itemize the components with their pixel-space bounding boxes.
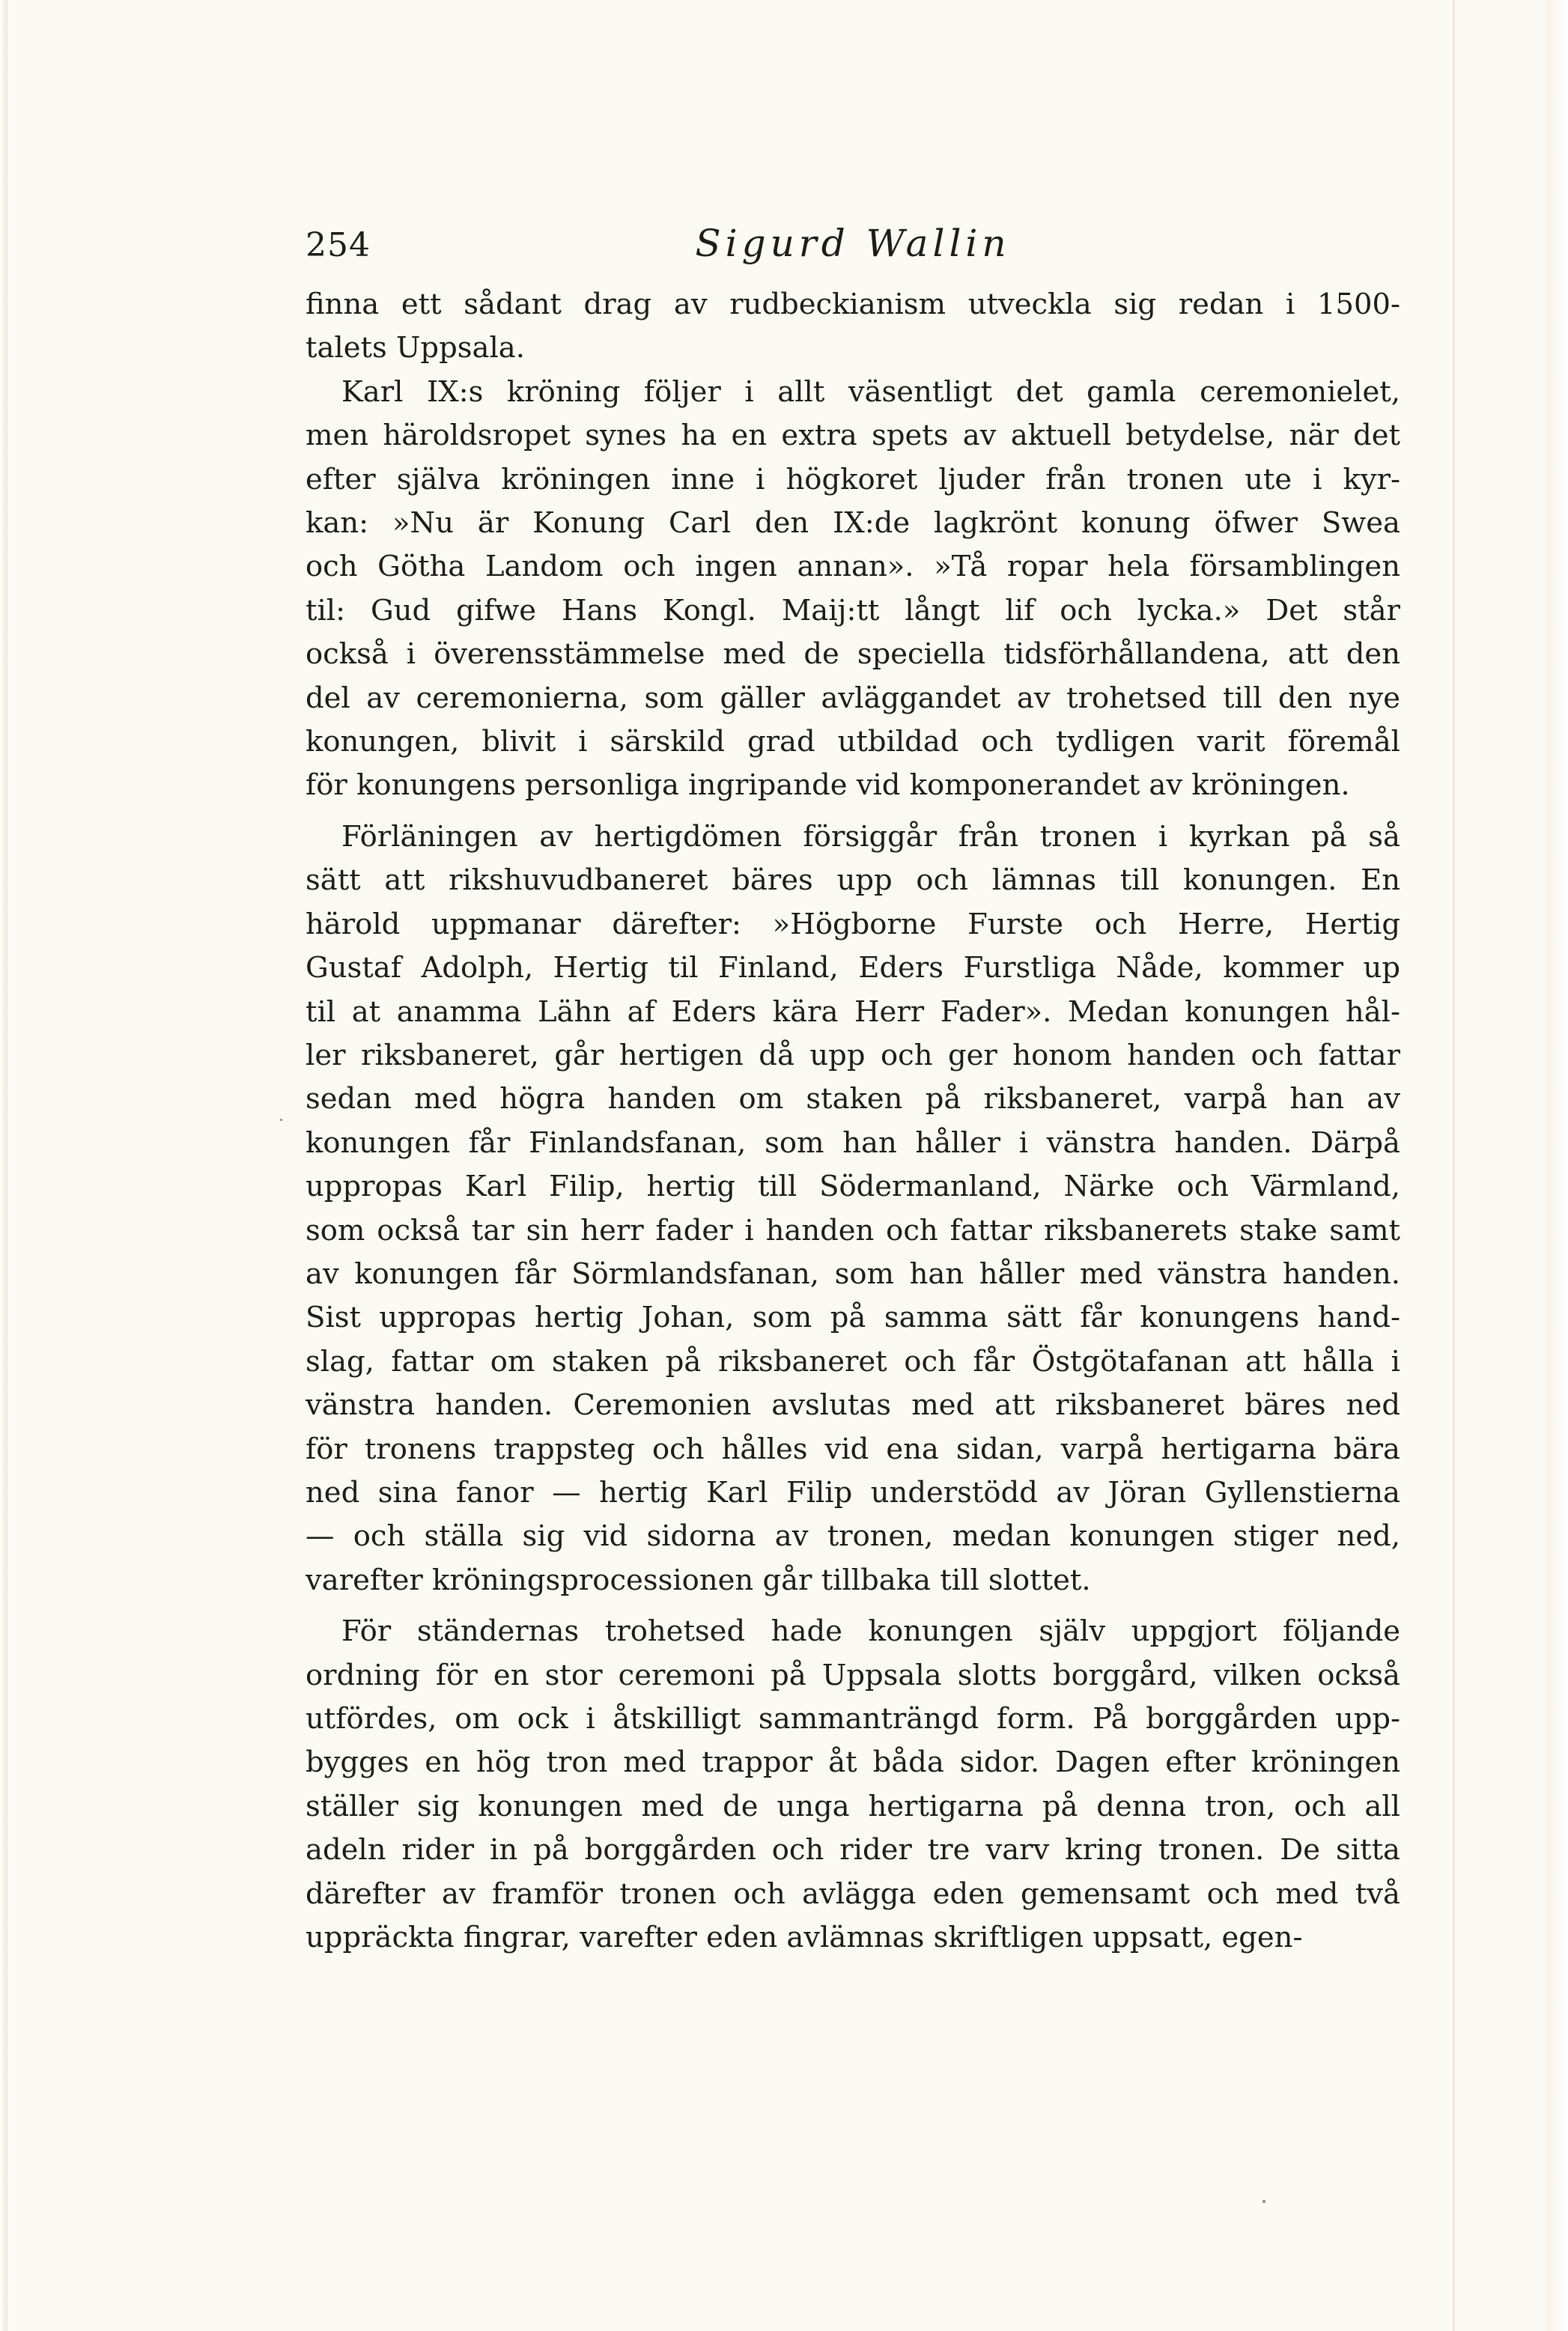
paragraph-gap xyxy=(306,1602,1400,1610)
text-line: som också tar sin herr fader i handen och fattar riksbanerets stake samt xyxy=(306,1213,1400,1247)
text-line: kan: »Nu är Konung Carl den IX:de lagkrönt konung öfwer Swea xyxy=(306,506,1400,541)
paper-speck xyxy=(280,1119,282,1121)
paragraph xyxy=(306,283,1400,371)
text-line: sätt att rikshuvudbaneret bäres upp och lämnas till konungen. En xyxy=(306,863,1400,898)
paragraph xyxy=(306,815,1400,1602)
text-line: ned sina fanor — hertig Karl Filip understödd av Jöran Gyllenstierna xyxy=(306,1475,1400,1510)
text-line: vänstra handen. Ceremonien avslutas med att riksbaneret bäres ned xyxy=(306,1388,1400,1423)
text-line: härold uppmanar därefter: »Högborne Furste och Herre, Hertig xyxy=(306,907,1400,941)
text-line: Gustaf Adolph, Hertig til Finland, Eders Furstliga Nåde, kommer up xyxy=(306,951,1400,985)
page-number: 254 xyxy=(306,226,371,264)
page-right-edge xyxy=(1546,0,1568,2331)
text-line: ler riksbaneret, går hertigen då upp och ger honom handen och fattar xyxy=(306,1038,1400,1072)
text-line: ordning för en stor ceremoni på Uppsala slotts borggård, vilken också xyxy=(306,1658,1400,1692)
page-left-edge xyxy=(0,0,7,2331)
text-line: men häroldsropet synes ha en extra spets av aktuell betydelse, när det xyxy=(306,419,1400,453)
text-line: slag, fattar om staken på riksbaneret och får Östgötafanan att hålla i xyxy=(306,1344,1400,1379)
text-line: uppräckta fingrar, varefter eden avlämnas skriftligen uppsatt, egen- xyxy=(306,1921,1303,1955)
text-line: bygges en hög tron med trappor åt båda sidor. Dagen efter kröningen xyxy=(306,1745,1400,1780)
text-line: och Götha Landom och ingen annan». »Tå ropar hela församblingen xyxy=(306,550,1400,584)
text-line: til at anamma Lähn af Eders kära Herr Fader». Medan konungen hål- xyxy=(306,994,1400,1029)
text-line: utfördes, om ock i åtskilligt sammanträngd form. På borggården upp- xyxy=(306,1702,1400,1736)
text-line: för tronens trappsteg och hålles vid ena sidan, varpå hertigarna bära xyxy=(306,1432,1400,1466)
text-line: konungen får Finlandsfanan, som han håller i vänstra handen. Därpå xyxy=(306,1125,1400,1160)
text-line: sedan med högra handen om staken på riksbaneret, varpå han av xyxy=(306,1082,1400,1116)
paragraph xyxy=(306,371,1400,808)
paragraph xyxy=(306,1610,1400,1960)
text-line: konungen, blivit i särskild grad utbildad och tydligen varit föremål xyxy=(306,725,1400,759)
text-line: uppropas Karl Filip, hertig till Södermanland, Närke och Värmland, xyxy=(306,1170,1400,1204)
page-header xyxy=(306,219,1400,279)
page-fold-shadow xyxy=(1453,0,1455,2331)
text-line: til: Gud gifwe Hans Kongl. Maij:tt långt lif och lycka.» Det står xyxy=(306,593,1400,627)
text-line: del av ceremonierna, som gäller avläggandet av trohetsed till den nye xyxy=(306,681,1400,715)
text-line: — och ställa sig vid sidorna av tronen, medan konungen stiger ned, xyxy=(306,1519,1400,1554)
text-line: adeln rider in på borggården och rider tre varv kring tronen. De sitta xyxy=(306,1833,1400,1867)
text-line: ställer sig konungen med de unga hertigarna på denna tron, och all xyxy=(306,1789,1400,1823)
text-line: finna ett sådant drag av rudbeckianism utveckla sig redan i 1500- xyxy=(306,288,1400,321)
text-line: för konungens personliga ingripande vid komponerandet av kröningen. xyxy=(306,768,1350,803)
text-line: av konungen får Sörmlandsfanan, som han håller med vänstra handen. xyxy=(306,1256,1400,1291)
paper-speck xyxy=(1262,2200,1265,2203)
paragraph-gap xyxy=(306,808,1400,815)
text-line: Sist uppropas hertig Johan, som på samma sätt får konungens hand- xyxy=(306,1301,1400,1335)
text-line: Karl IX:s kröning följer i allt väsentligt det gamla ceremonielet, xyxy=(341,374,1400,409)
text-line: talets Uppsala. xyxy=(306,331,525,365)
text-line: också i överensstämmelse med de speciella tidsförhållandena, att den xyxy=(306,637,1400,672)
text-line: efter själva kröningen inne i högkoret ljuder från tronen ute i kyr- xyxy=(306,462,1400,496)
body-text xyxy=(306,283,1400,1960)
text-line: varefter kröningsprocessionen går tillbaka till slottet. xyxy=(306,1563,1091,1597)
text-line: För ständernas trohetsed hade konungen själv uppgjort följande xyxy=(341,1614,1400,1649)
text-line: därefter av framför tronen och avlägga eden gemensamt och med två xyxy=(306,1876,1400,1911)
text-line: Förläningen av hertigdömen försiggår från tronen i kyrkan på så xyxy=(341,819,1400,854)
running-head: Sigurd Wallin xyxy=(695,222,1011,265)
